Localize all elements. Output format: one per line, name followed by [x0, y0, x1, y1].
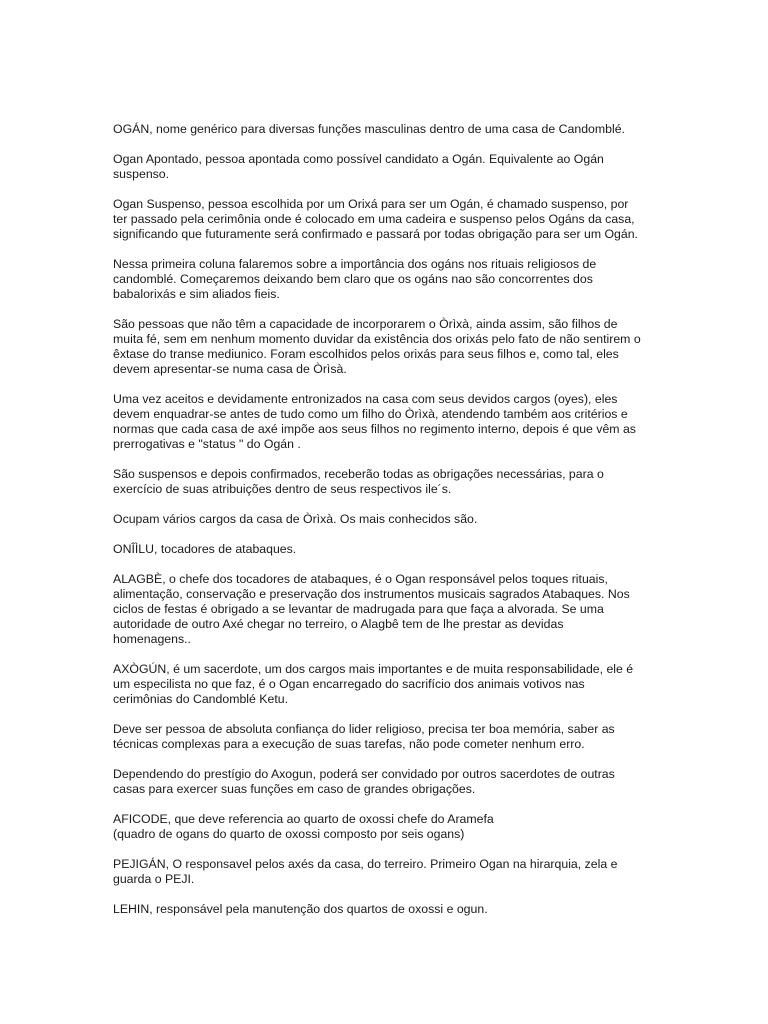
paragraph-entronizados: Uma vez aceitos e devidamente entronizados na casa com seus devidos cargos (oyes), eles devem enquadrar-se antes de tudo como um filho do Òrìxà, atendendo também aos critérios e normas que cada casa de axé impõe aos seus filhos no regimento interno, depois é que vêm as prerrogativas e "status " do Ogán .: [113, 392, 636, 451]
paragraph-confianca: Deve ser pessoa de absoluta confiança do lider religioso, precisa ter boa memória, saber as técnicas complexas para a execução de suas tarefas, não pode cometer nenhum erro.: [113, 722, 615, 751]
paragraph-ogan-definition: OGÁN, nome genérico para diversas funções masculinas dentro de uma casa de Candomblé.: [113, 122, 625, 136]
paragraph-suspensos-confirmados: São suspensos e depois confirmados, receberão todas as obrigações necessárias, para o exercício de suas atribuições dentro de seus respectivos ile´s.: [113, 467, 604, 496]
paragraph-alagbe: ALAGBÈ, o chefe dos tocadores de atabaques, é o Ogan responsável pelos toques rituais, alimentação, conservação e preservação dos instrumentos musicais sagrados Atabaques. Nos ciclos de festas é obrigado a se levantar de madrugada para que faça a alvorada. Se uma autoridade de outro Axé chegar no terreiro, o Alagbê tem de lhe prestar as devidas homenagens..: [113, 572, 630, 646]
paragraph-incorporar: São pessoas que não têm a capacidade de incorporarem o Òrìxà, ainda assim, são filhos de muita fé, sem em nenhum momento duvidar da existência dos orixás pelo fato de não sentirem o êxtase do transe mediunico. Foram escolhidos pelos orixás para seus filhos e, como tal, eles devem apresentar-se numa casa de Òrìsà.: [113, 317, 641, 376]
paragraph-cargos: Ocupam vários cargos da casa de Òrìxà. Os mais conhecidos são.: [113, 512, 478, 526]
document-page: [113, 122, 653, 932]
paragraph-aficode: AFICODE, que deve referencia ao quarto de oxossi chefe do Aramefa (quadro de ogans do quarto de oxossi composto por seis ogans): [113, 812, 494, 841]
paragraph-ogan-apontado: Ogan Apontado, pessoa apontada como possível candidato a Ogán. Equivalente ao Ogán suspenso.: [113, 152, 604, 181]
paragraph-lehin: LEHIN, responsável pela manutenção dos quartos de oxossi e ogun.: [113, 902, 488, 916]
paragraph-ogan-suspenso: Ogan Suspenso, pessoa escolhida por um Orixá para ser um Ogán, é chamado suspenso, por ter passado pela cerimônia onde é colocado em uma cadeira e suspenso pelos Ogáns da casa, significando que futuramente será confirmado e passará por todas obrigação para ser um Ogán.: [113, 197, 638, 241]
paragraph-axogun: AXÒGÚN, é um sacerdote, um dos cargos mais importantes e de muita responsabilidade, ele é um especilista no que faz, é o Ogan encarregado do sacrifício dos animais votivos nas cerimônias do Candomblé Ketu.: [113, 662, 634, 706]
paragraph-oniilu: ONÎÌLU, tocadores de atabaques.: [113, 542, 297, 556]
paragraph-prestigio: Dependendo do prestígio do Axogun, poderá ser convidado por outros sacerdotes de outras casas para exercer suas funções em caso de grandes obrigações.: [113, 767, 615, 796]
paragraph-importancia: Nessa primeira coluna falaremos sobre a importância dos ogáns nos rituais religiosos de candomblé. Começaremos deixando bem claro que os ogáns nao são concorrentes dos babalorixás e sim aliados fieis.: [113, 257, 597, 301]
paragraph-pejigan: PEJIGÁN, O responsavel pelos axés da casa, do terreiro. Primeiro Ogan na hirarquia, zela e guarda o PEJI.: [113, 857, 618, 886]
